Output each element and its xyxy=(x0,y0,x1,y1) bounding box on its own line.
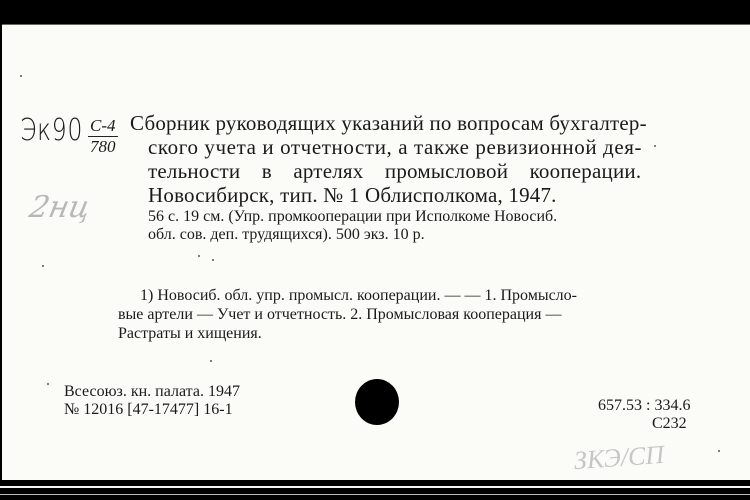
classification-fraction xyxy=(88,116,118,157)
shelf-mark: Эк90 xyxy=(20,113,84,148)
speck xyxy=(718,450,720,452)
faint-stamp: ЗКЭ/СП xyxy=(573,439,666,476)
title-line-3: тельности в артелях промысловой кооперации. xyxy=(148,159,642,183)
description-line-1: 56 с. 19 см. (Упр. промкооперации при Исполкоме Новосиб. xyxy=(148,208,558,225)
title-line-1: Сборник руководящих указаний по вопросам бухгалтер- xyxy=(130,111,647,135)
speck xyxy=(210,360,212,362)
handwritten-mark: 2нц xyxy=(26,190,94,225)
scanner-edge xyxy=(0,480,750,500)
speck xyxy=(42,265,44,267)
tracings-line-3: Растраты и хищения. xyxy=(118,325,262,342)
description-line-2: обл. сов. деп. трудящихся). 500 экз. 10 р. xyxy=(148,226,425,243)
speck xyxy=(198,255,200,257)
speck xyxy=(20,75,22,77)
tracings-line-1: 1) Новосиб. обл. упр. промысл. кооперации. — — 1. Промысло- xyxy=(140,287,577,304)
title-line-4: Новосибирск, тип. № 1 Облисполкома, 1947. xyxy=(148,183,557,207)
speck xyxy=(212,259,214,261)
author-mark: С232 xyxy=(652,415,687,432)
book-chamber-line-2: № 12016 [47-17477] 16-1 xyxy=(64,401,233,418)
edge-line xyxy=(0,486,750,488)
book-chamber-line-1: Всесоюз. кн. палата. 1947 xyxy=(64,383,240,400)
title-line-2: ского учета и отчетности, а также ревизионной дея- xyxy=(148,135,643,159)
edge-line xyxy=(0,494,750,495)
classification-denominator: 780 xyxy=(90,137,116,156)
speck xyxy=(47,383,49,385)
tracings-line-2: вые артели — Учет и отчетность. 2. Промысловая кооперация — xyxy=(118,306,562,323)
punch-hole xyxy=(355,379,399,425)
classification-numerator: С-4 xyxy=(90,116,116,135)
speck xyxy=(654,145,656,147)
udc-code: 657.53 : 334.6 xyxy=(598,397,691,414)
